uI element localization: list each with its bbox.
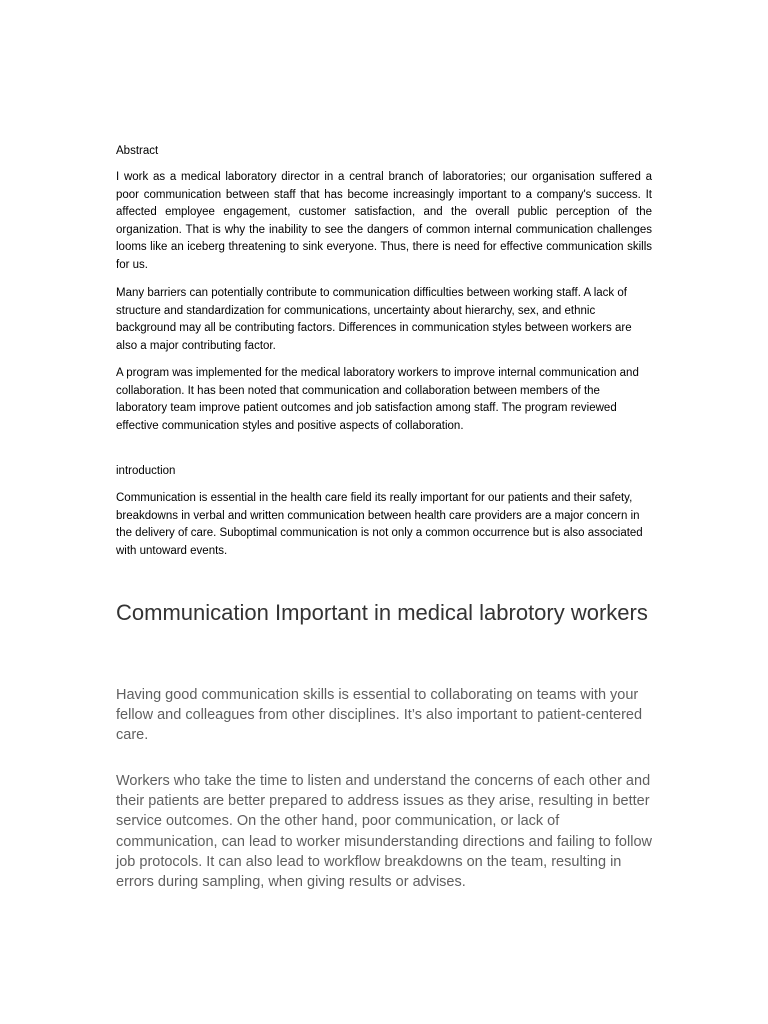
introduction-heading: introduction bbox=[116, 465, 176, 477]
abstract-paragraph-1: I work as a medical laboratory director in a central branch of laboratories; our organisation suffered a poor communication between staff that has become increasingly important to a company's success. It affected employee engagement, customer satisfaction, and the overall public perception of the organization. That is why the inability to see the dangers of common internal communication challenges looms like an iceberg threatening to sink everyone. Thus, there is need for effective communication skills for us. bbox=[116, 171, 652, 271]
introduction-paragraph: Communication is essential in the health care field its really important for our patients and their safety, breakdowns in verbal and written communication between health care providers are a major concern in the delivery of care. Suboptimal communication is not only a common occurrence but is also associated with untoward events. bbox=[116, 492, 643, 557]
abstract-heading: Abstract bbox=[116, 145, 159, 157]
section-paragraph-1: Having good communication skills is essential to collaborating on teams with your fellow and colleagues from other disciplines. It’s also important to patient-centered care. bbox=[116, 687, 643, 744]
abstract-paragraph-2: Many barriers can potentially contribute to communication difficulties between working staff. A lack of structure and standardization for communications, uncertainty about hierarchy, sex, and ethnic background may all be contributing factors. Differences in communication styles between workers are also a major contributing factor. bbox=[116, 287, 632, 352]
document-page bbox=[116, 0, 652, 1024]
abstract-paragraph-3: A program was implemented for the medical laboratory workers to improve internal communication and collaboration. It has been noted that communication and collaboration between members of the laboratory team improve patient outcomes and job satisfaction among staff. The program reviewed effective communication styles and positive aspects of collaboration. bbox=[116, 367, 639, 432]
section-paragraph-2: Workers who take the time to listen and understand the concerns of each other and their patients are better prepared to address issues as they arise, resulting in better service outcomes. On the other hand, poor communication, or lack of communication, can lead to worker misunderstanding directions and failing to follow job protocols. It can also lead to workflow breakdowns on the team, resulting in errors during sampling, when giving results or advises. bbox=[116, 773, 652, 891]
section-title: Communication Important in medical labrotory workers bbox=[116, 600, 648, 625]
